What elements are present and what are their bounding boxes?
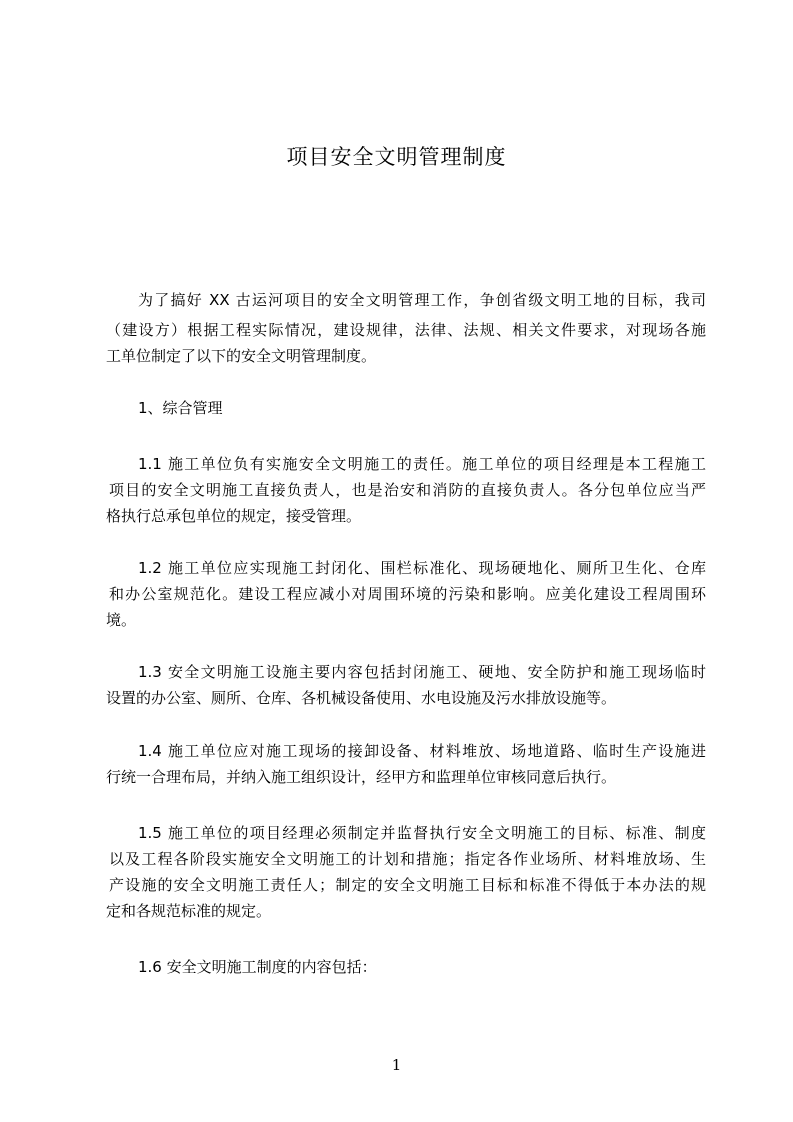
paragraph-line: 产设施的安全文明施工责任人；制定的安全文明施工目标和标准不得低于本办法的规 — [109, 877, 706, 894]
paragraph-line: 为了搞好 XX 古运河项目的安全文明管理工作，争创省级文明工地的目标，我司 — [138, 292, 706, 309]
paragraph-line: 和办公室规范化。建设工程应减小对周围环境的污染和影响。应美化建设工程周围环 — [109, 586, 706, 603]
paragraph-line: 1.5 施工单位的项目经理必须制定并监督执行安全文明施工的目标、标准、制度 — [138, 825, 706, 842]
paragraph-line: 工单位制定了以下的安全文明管理制度。 — [106, 348, 377, 365]
document-title: 项目安全文明管理制度 — [286, 145, 507, 169]
paragraph-line: 设置的办公室、厕所、仓库、各机械设备使用、水电设施及污水排放设施等。 — [106, 690, 617, 707]
paragraph-line: 1.1 施工单位负有实施安全文明施工的责任。施工单位的项目经理是本工程施工 — [138, 456, 706, 473]
paragraph-line: 项目的安全文明施工直接负责人，也是治安和消防的直接负责人。各分包单位应当严 — [109, 482, 706, 499]
page-number: 1 — [391, 1056, 402, 1074]
paragraph-line: 行统一合理布局，并纳入施工组织设计，经甲方和监理单位审核同意后执行。 — [106, 769, 617, 786]
paragraph-line: 以及工程各阶段实施安全文明施工的计划和措施；指定各作业场所、材料堆放场、生 — [109, 851, 706, 868]
paragraph-line: 境。 — [106, 612, 137, 629]
paragraph-1-6: 1.6 安全文明施工制度的内容包括： — [138, 959, 377, 976]
paragraph-line: 定和各规范标准的规定。 — [106, 903, 272, 920]
paragraph-line: （建设方）根据工程实际情况，建设规律，法律、法规、相关文件要求，对现场各施 — [106, 322, 706, 339]
paragraph-line: 格执行总承包单位的规定，接受管理。 — [106, 508, 362, 525]
paragraph-line: 1.4 施工单位应对施工现场的接卸设备、材料堆放、场地道路、临时生产设施进 — [138, 743, 706, 760]
paragraph-line: 1.2 施工单位应实现施工封闭化、围栏标准化、现场硬地化、厕所卫生化、仓库 — [138, 560, 706, 577]
section-heading: 1、综合管理 — [138, 400, 223, 417]
paragraph-line: 1.3 安全文明施工设施主要内容包括封闭施工、硬地、安全防护和施工现场临时 — [138, 664, 706, 681]
